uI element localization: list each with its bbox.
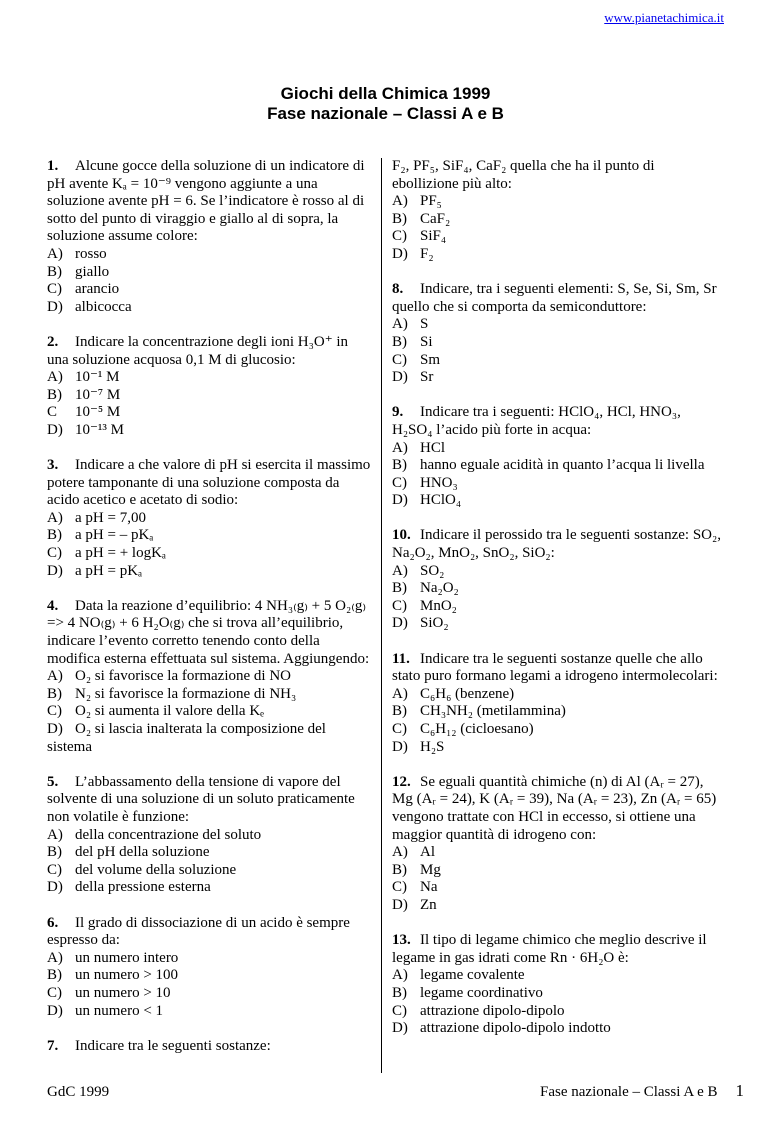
question-text: Data la reazione d’equilibrio: 4 NH₃₍g₎ + 5 O₂₍g₎ => 4 NO₍g₎ + 6 H₂O₍g₎ che si trova all’equilibrio, indicare l’evento corretto tenendo conto della modifica esterna effettuata sul sistema. Aggiungendo: xyxy=(47,597,370,667)
option-letter: D) xyxy=(47,298,63,315)
option-text: S xyxy=(420,316,429,333)
answer-option xyxy=(47,369,372,387)
question xyxy=(47,915,372,1021)
question-stem xyxy=(47,457,372,510)
option-text: CH₃NH₂ (metilammina) xyxy=(420,703,566,720)
answer-option xyxy=(47,686,372,704)
answer-option xyxy=(392,457,722,475)
option-letter: A) xyxy=(392,439,408,456)
answer-option xyxy=(392,1020,722,1038)
answer-option xyxy=(392,598,722,616)
option-text: attrazione dipolo-dipolo xyxy=(420,1002,565,1019)
option-letter: D) xyxy=(392,492,408,509)
option-text: O₂ si aumenta il valore della Kₑ xyxy=(75,703,265,720)
option-letter: C xyxy=(47,404,58,421)
question-stem xyxy=(392,774,722,844)
option-text: a pH = – pKₐ xyxy=(75,527,154,544)
option-letter: B) xyxy=(392,333,407,350)
answer-option xyxy=(392,352,722,370)
question xyxy=(392,932,722,1038)
option-letter: A) xyxy=(47,949,63,966)
question-stem xyxy=(47,598,372,668)
option-letter: B) xyxy=(47,967,62,984)
option-text: Si xyxy=(420,333,433,350)
left-column xyxy=(47,158,372,1073)
question-number: 12. xyxy=(392,773,411,790)
option-text: HClO₄ xyxy=(420,492,462,509)
option-letter: C) xyxy=(47,545,62,562)
question-stem xyxy=(392,404,722,439)
option-text: un numero > 10 xyxy=(75,984,171,1001)
option-letter: B) xyxy=(392,580,407,597)
answer-option xyxy=(392,440,722,458)
title-line-1: Giochi della Chimica 1999 xyxy=(280,84,491,103)
answer-option xyxy=(47,545,372,563)
option-text: O₂ si favorisce la formazione di NO xyxy=(75,668,291,685)
option-text: 10⁻⁵ M xyxy=(75,404,121,421)
answer-option xyxy=(392,228,722,246)
answer-option xyxy=(392,862,722,880)
option-text: della pressione esterna xyxy=(75,879,211,896)
option-text: SiO₂ xyxy=(420,615,449,632)
option-letter: A) xyxy=(392,967,408,984)
answer-option xyxy=(392,703,722,721)
answer-option xyxy=(392,334,722,352)
question-stem xyxy=(47,774,372,827)
answer-option xyxy=(392,721,722,739)
answer-option xyxy=(392,686,722,704)
question xyxy=(47,334,372,440)
answer-option xyxy=(47,967,372,985)
answer-option xyxy=(392,369,722,387)
option-text: F₂ xyxy=(420,245,434,262)
question xyxy=(47,1038,372,1056)
columns xyxy=(47,158,724,1073)
option-text: HCl xyxy=(420,439,446,456)
answer-option xyxy=(47,950,372,968)
question-stem xyxy=(392,527,722,562)
answer-option xyxy=(47,527,372,545)
option-letter: C) xyxy=(47,281,62,298)
option-text: SiF₄ xyxy=(420,228,447,245)
option-letter: B) xyxy=(392,210,407,227)
answer-option xyxy=(47,827,372,845)
question-stem xyxy=(392,651,722,686)
answer-option xyxy=(47,264,372,282)
answer-option xyxy=(392,879,722,897)
option-text: della concentrazione del soluto xyxy=(75,826,262,843)
option-text: attrazione dipolo-dipolo indotto xyxy=(420,1020,611,1037)
answer-option xyxy=(392,475,722,493)
option-text: un numero > 100 xyxy=(75,967,179,984)
option-letter: B) xyxy=(47,263,62,280)
answer-option xyxy=(47,299,372,317)
question-stem xyxy=(392,158,722,193)
question-text: Alcune gocce della soluzione di un indicatore di pH avente Kₐ = 10⁻⁹ vengono aggiunte a una soluzione avente pH = 6. Se l’indicatore è rosso al di sotto del punto di viraggio e giallo al di sopra, la soluzione assume colore: xyxy=(47,158,365,245)
option-letter: D) xyxy=(47,1002,63,1019)
title-line-2: Fase nazionale – Classi A e B xyxy=(267,104,504,123)
option-text: 10⁻¹³ M xyxy=(75,421,124,438)
option-text: del volume della soluzione xyxy=(75,861,237,878)
option-letter: B) xyxy=(392,703,407,720)
option-letter: C) xyxy=(392,1002,407,1019)
option-text: Sr xyxy=(420,369,434,386)
answer-option xyxy=(47,844,372,862)
option-letter: B) xyxy=(47,685,62,702)
option-letter: A) xyxy=(392,685,408,702)
question-number: 4. xyxy=(47,597,59,614)
option-letter: D) xyxy=(392,245,408,262)
option-letter: A) xyxy=(47,826,63,843)
question-stem xyxy=(47,334,372,369)
answer-option xyxy=(392,316,722,334)
option-text: un numero < 1 xyxy=(75,1002,164,1019)
answer-option xyxy=(47,281,372,299)
option-letter: A) xyxy=(392,844,408,861)
question xyxy=(47,598,372,756)
answer-option xyxy=(392,844,722,862)
option-letter: D) xyxy=(47,421,63,438)
option-text: 10⁻⁷ M xyxy=(75,386,121,403)
answer-option xyxy=(47,387,372,405)
question xyxy=(392,158,722,264)
option-letter: C) xyxy=(47,984,62,1001)
option-letter: A) xyxy=(392,193,408,210)
answer-option xyxy=(392,193,722,211)
answer-option xyxy=(392,1003,722,1021)
question-stem xyxy=(47,1038,372,1056)
option-letter: B) xyxy=(392,984,407,1001)
option-text: PF₅ xyxy=(420,193,442,210)
question-number: 1. xyxy=(47,158,59,174)
option-text: un numero intero xyxy=(75,949,179,966)
question xyxy=(392,774,722,915)
option-text: Na xyxy=(420,879,438,896)
answer-option xyxy=(47,510,372,528)
question-number: 9. xyxy=(392,404,404,421)
option-text: Sm xyxy=(420,351,441,368)
answer-option xyxy=(392,580,722,598)
question-number: 7. xyxy=(47,1037,59,1054)
option-letter: A) xyxy=(47,245,63,262)
site-row xyxy=(47,10,724,26)
answer-option xyxy=(47,246,372,264)
option-letter: D) xyxy=(47,721,63,737)
option-letter: C) xyxy=(392,351,407,368)
option-text: hanno eguale acidità in quanto l’acqua li livella xyxy=(420,457,705,474)
footer-right: Fase nazionale – Classi A e B xyxy=(540,1083,718,1100)
option-text: albicocca xyxy=(75,298,132,315)
question-text: Indicare tra i seguenti: HClO₄, HCl, HNO₃, H₂SO₄ l’acido più forte in acqua: xyxy=(392,404,681,438)
option-text: C₆H₁₂ (cicloesano) xyxy=(420,721,534,737)
question-text: Indicare, tra i seguenti elementi: S, Se, Si, Sm, Sr quello che si comporta da semiconduttore: xyxy=(392,281,717,315)
question xyxy=(392,651,722,757)
answer-option xyxy=(392,739,722,757)
option-text: MnO₂ xyxy=(420,597,457,614)
question-stem xyxy=(392,281,722,316)
question-stem xyxy=(392,932,722,967)
question-number: 10. xyxy=(392,527,411,544)
answer-option xyxy=(392,897,722,915)
option-text: a pH = 7,00 xyxy=(75,509,146,526)
answer-option xyxy=(47,422,372,440)
answer-option xyxy=(392,246,722,264)
answer-option xyxy=(47,404,372,422)
answer-option xyxy=(47,1003,372,1021)
question-number: 2. xyxy=(47,333,59,350)
option-text: O₂ si lascia inalterata la composizione del sistema xyxy=(47,721,326,755)
site-link[interactable]: www.pianetachimica.it xyxy=(604,10,724,25)
option-text: CaF₂ xyxy=(420,210,451,227)
option-letter: C) xyxy=(392,721,407,737)
question-text: Indicare a che valore di pH si esercita il massimo potere tamponante di una soluzione composta da acido acetico e acetato di sodio: xyxy=(47,457,371,509)
option-text: a pH = pKₐ xyxy=(75,562,143,579)
option-text: rosso xyxy=(75,245,107,262)
option-letter: B) xyxy=(47,386,62,403)
option-letter: C) xyxy=(392,879,407,896)
right-column xyxy=(392,158,722,1073)
option-text: arancio xyxy=(75,281,120,298)
question xyxy=(392,404,722,510)
option-letter: B) xyxy=(47,844,62,861)
option-text: Zn xyxy=(420,896,437,913)
answer-option xyxy=(47,563,372,581)
question xyxy=(47,457,372,580)
option-letter: C) xyxy=(392,597,407,614)
answer-option xyxy=(392,967,722,985)
question-number: 11. xyxy=(392,650,410,667)
footer-left: GdC 1999 xyxy=(47,1083,110,1100)
question-stem xyxy=(47,158,372,246)
footer xyxy=(47,1080,744,1101)
option-letter: C) xyxy=(47,861,62,878)
option-letter: A) xyxy=(47,509,63,526)
option-letter: D) xyxy=(392,738,408,755)
question xyxy=(392,527,722,633)
answer-option xyxy=(47,703,372,721)
option-letter: D) xyxy=(47,879,63,896)
option-text: del pH della soluzione xyxy=(75,844,210,861)
option-text: N₂ si favorisce la formazione di NH₃ xyxy=(75,685,297,702)
question-text: Indicare tra le seguenti sostanze: xyxy=(75,1037,271,1054)
option-letter: B) xyxy=(392,861,407,878)
question-number: 8. xyxy=(392,281,404,298)
option-letter: C) xyxy=(392,474,407,491)
answer-option xyxy=(392,492,722,510)
option-letter: B) xyxy=(392,457,407,474)
question xyxy=(47,158,372,316)
answer-option xyxy=(47,721,372,756)
option-text: HNO₃ xyxy=(420,474,458,491)
option-text: a pH = + logKₐ xyxy=(75,545,167,562)
answer-option xyxy=(47,879,372,897)
option-letter: D) xyxy=(392,369,408,386)
option-letter: D) xyxy=(47,562,63,579)
option-letter: A) xyxy=(392,316,408,333)
option-letter: A) xyxy=(47,668,63,685)
question-number: 13. xyxy=(392,932,411,949)
question-text: Il tipo di legame chimico che meglio descrive il legame in gas idrati come Rn · 6H₂O è: xyxy=(392,932,707,966)
option-text: C₆H₆ (benzene) xyxy=(420,685,515,702)
option-letter: B) xyxy=(47,527,62,544)
option-text: Na₂O₂ xyxy=(420,580,459,597)
option-letter: C) xyxy=(392,228,407,245)
question-text: Indicare la concentrazione degli ioni H₃O⁺ in una soluzione acquosa 0,1 M di glucosio: xyxy=(47,333,349,368)
option-text: H₂S xyxy=(420,738,445,755)
option-text: Al xyxy=(420,844,435,861)
option-letter: A) xyxy=(392,562,408,579)
option-text: SO₂ xyxy=(420,562,445,579)
option-text: legame coordinativo xyxy=(420,984,543,1001)
option-text: legame covalente xyxy=(420,967,525,984)
question xyxy=(47,774,372,897)
option-letter: D) xyxy=(392,896,408,913)
question-number: 3. xyxy=(47,457,59,474)
question-stem xyxy=(47,915,372,950)
option-text: 10⁻¹ M xyxy=(75,369,120,386)
question-text: F₂, PF₅, SiF₄, CaF₂ quella che ha il punto di ebollizione più alto: xyxy=(392,158,655,192)
answer-option xyxy=(47,668,372,686)
option-letter: A) xyxy=(47,369,63,386)
question xyxy=(392,281,722,387)
answer-option xyxy=(47,862,372,880)
column-divider xyxy=(381,158,382,1073)
page-title xyxy=(47,84,724,124)
answer-option xyxy=(392,615,722,633)
page-number: 1 xyxy=(735,1080,744,1100)
answer-option xyxy=(392,563,722,581)
question-text: Il grado di dissociazione di un acido è sempre espresso da: xyxy=(47,914,350,949)
question-text: L’abbassamento della tensione di vapore del solvente di una soluzione di un soluto praticamente non volatile è funzione: xyxy=(47,773,355,825)
question-text: Indicare tra le seguenti sostanze quelle che allo stato puro formano legami a idrogeno intermolecolari: xyxy=(392,650,718,685)
option-letter: D) xyxy=(392,615,408,632)
question-text: Indicare il perossido tra le seguenti sostanze: SO₂, Na₂O₂, MnO₂, SnO₂, SiO₂: xyxy=(392,527,721,562)
question-number: 5. xyxy=(47,773,59,790)
option-letter: D) xyxy=(392,1020,408,1037)
option-letter: C) xyxy=(47,703,62,720)
option-text: Mg xyxy=(420,861,441,878)
question-text: Se eguali quantità chimiche (n) di Al (Aᵣ = 27), Mg (Aᵣ = 24), K (Aᵣ = 39), Na (Aᵣ = 23), Zn (Aᵣ = 65) vengono trattate con HCl in eccesso, si ottiene una maggior quantità di idrogeno con: xyxy=(392,773,717,843)
answer-option xyxy=(392,211,722,229)
question-number: 6. xyxy=(47,914,59,931)
option-text: giallo xyxy=(75,263,110,280)
